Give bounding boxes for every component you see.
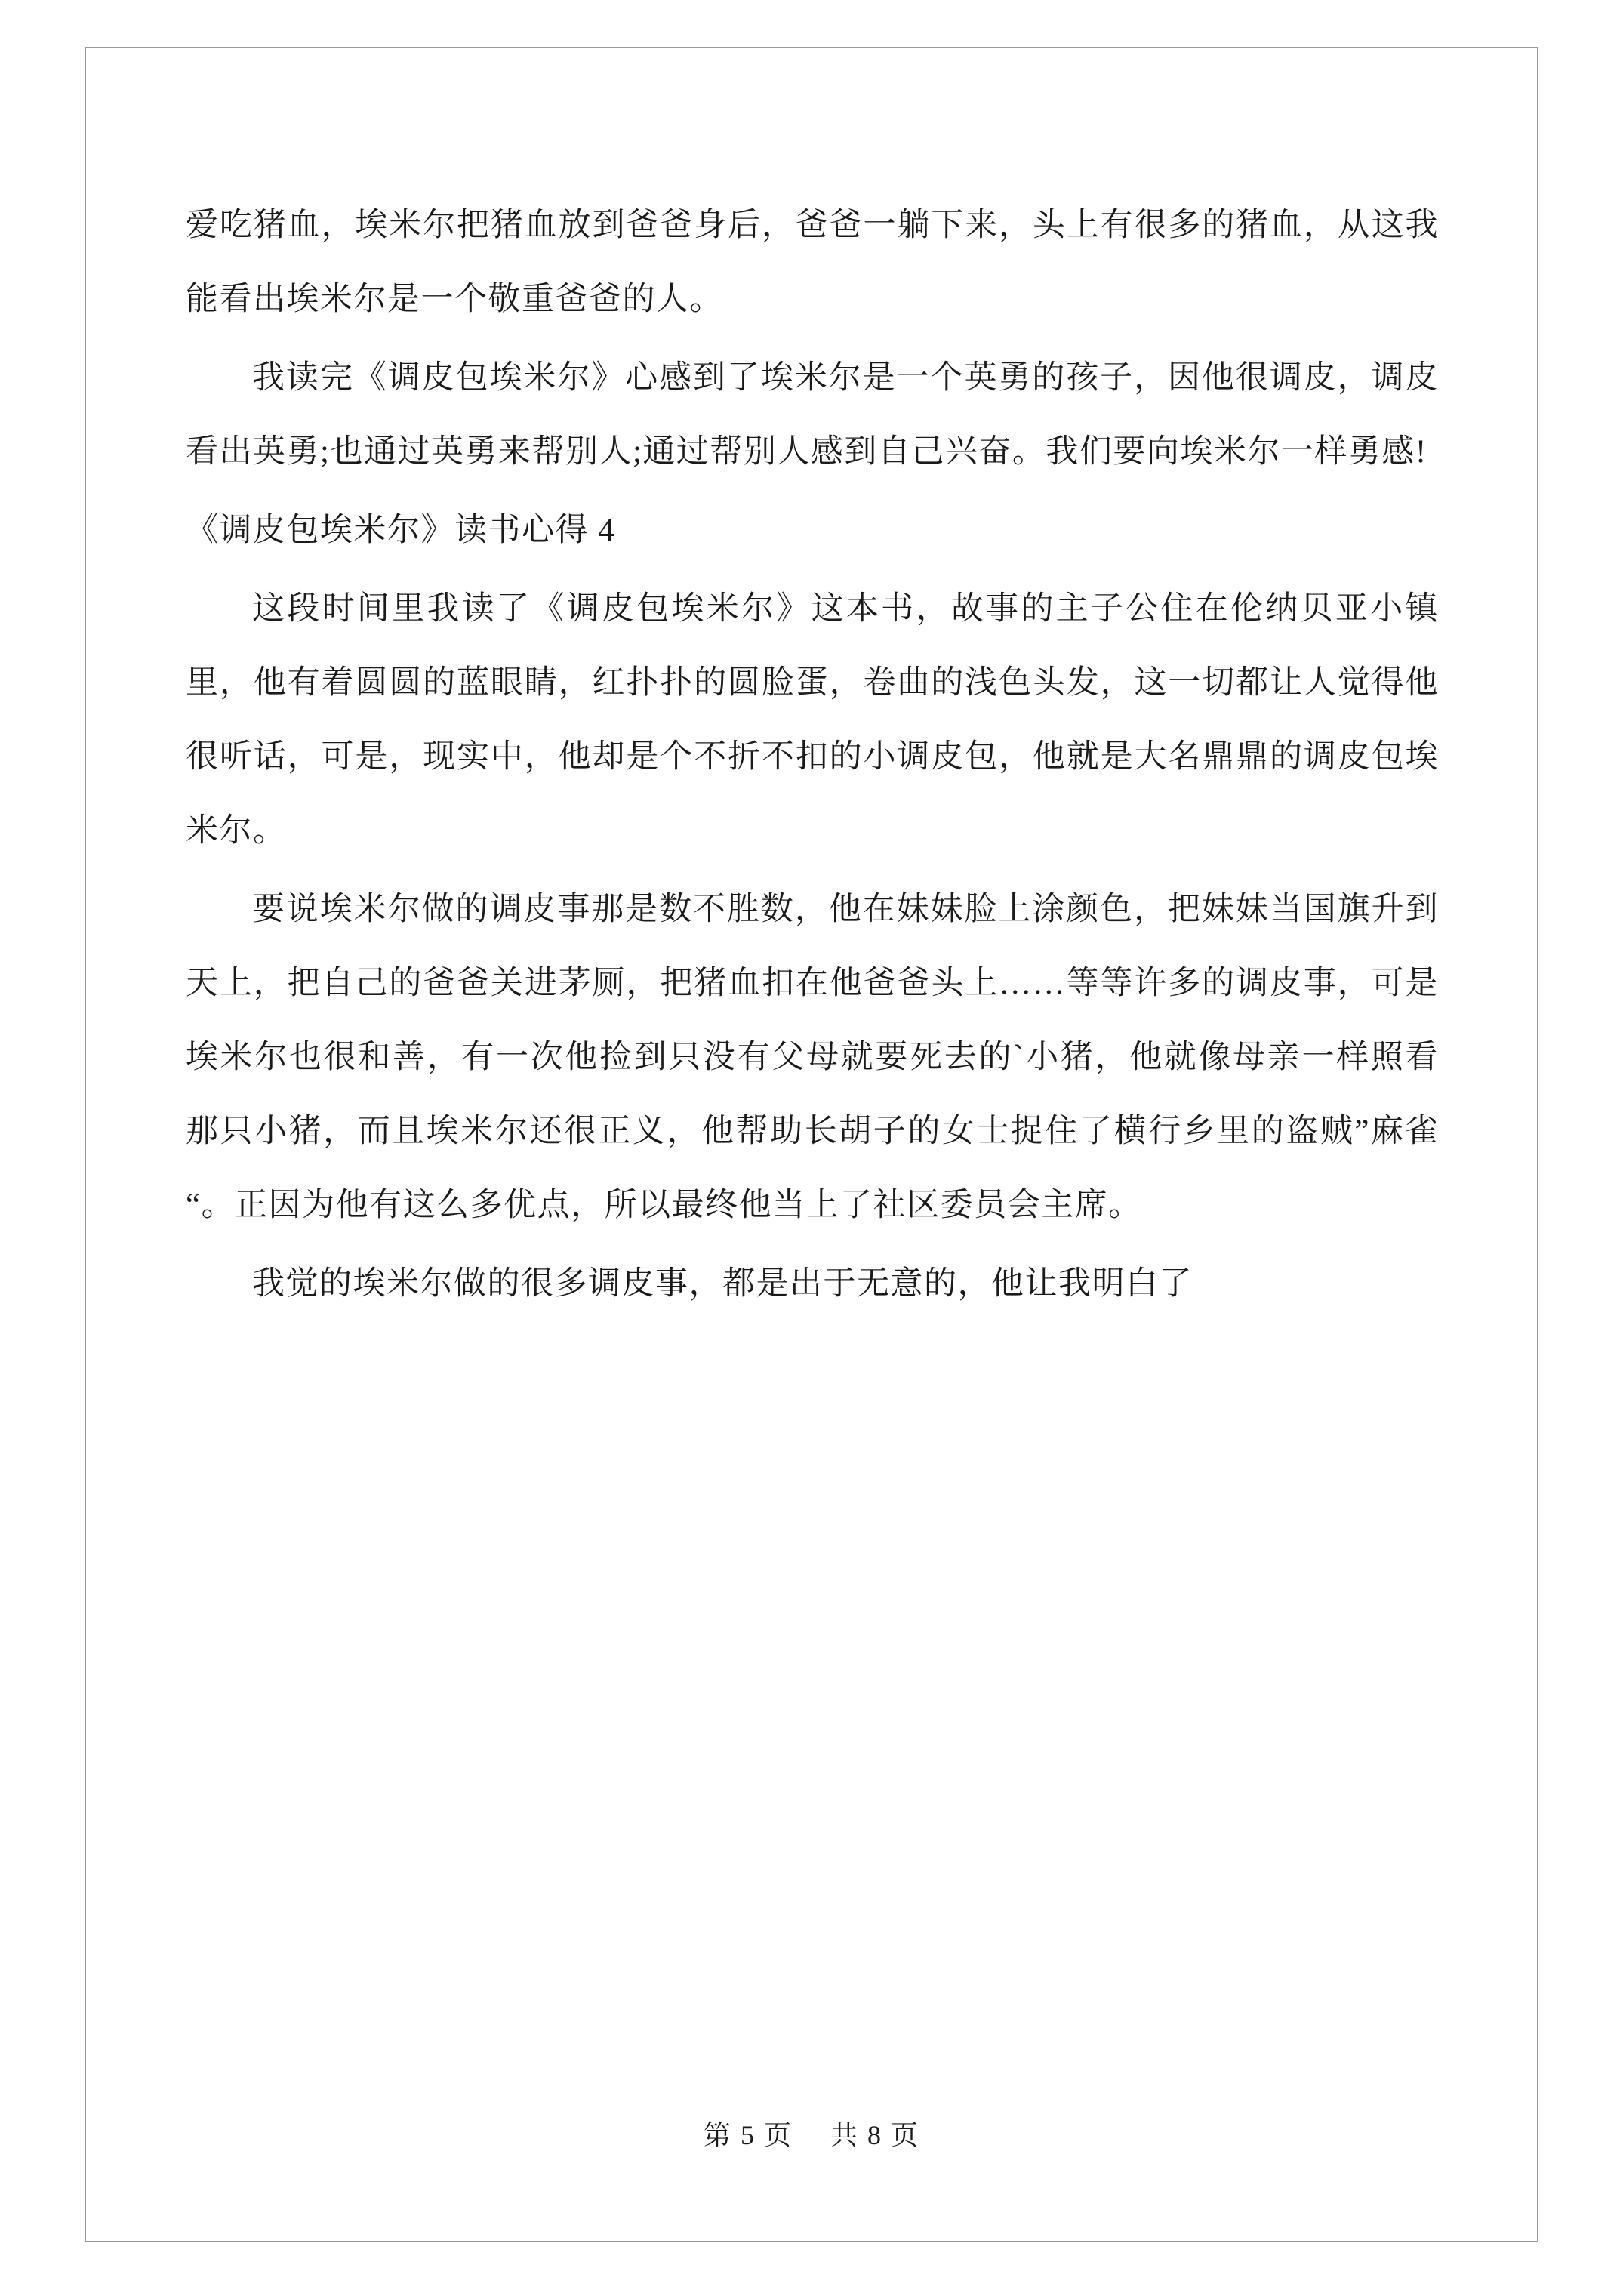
paragraph: 这段时间里我读了《调皮包埃米尔》这本书，故事的主子公住在伦纳贝亚小镇里，他有着圆圆的蓝眼睛，红扑扑的圆脸蛋，卷曲的浅色头发，这一切都让人觉得他很听话，可是，现实中，他却是个不折不扣的小调皮包，他就是大名鼎鼎的调皮包埃米尔。 [186, 591, 1439, 849]
section-heading: 《调皮包埃米尔》读书心得 4 [186, 513, 616, 548]
paragraph: 我觉的埃米尔做的很多调皮事，都是出于无意的，他让我明白了 [252, 1266, 1193, 1302]
page-total-label: 共 8 页 [830, 2120, 920, 2150]
page-footer [0, 2114, 1623, 2153]
document-body [186, 189, 1439, 1326]
paragraph: 爱吃猪血，埃米尔把猪血放到爸爸身后，爸爸一躺下来，头上有很多的猪血，从这我能看出埃米尔是一个敬重爸爸的人。 [186, 208, 1439, 317]
page-number-label: 第 5 页 [703, 2120, 793, 2150]
paragraph: 我读完《调皮包埃米尔》心感到了埃米尔是一个英勇的孩子，因他很调皮，调皮看出英勇;也通过英勇来帮别人;通过帮别人感到自己兴奋。我们要向埃米尔一样勇感! [186, 360, 1439, 470]
paragraph: 要说埃米尔做的调皮事那是数不胜数，他在妹妹脸上涂颜色，把妹妹当国旗升到天上，把自己的爸爸关进茅厕，把猪血扣在他爸爸头上……等等许多的调皮事，可是埃米尔也很和善，有一次他捡到只没有父母就要死去的`小猪，他就像母亲一样照看那只小猪，而且埃米尔还很正义，他帮助长胡子的女士捉住了横行乡里的盗贼”麻雀“。正因为他有这么多优点，所以最终他当上了社区委员会主席。 [186, 892, 1439, 1223]
